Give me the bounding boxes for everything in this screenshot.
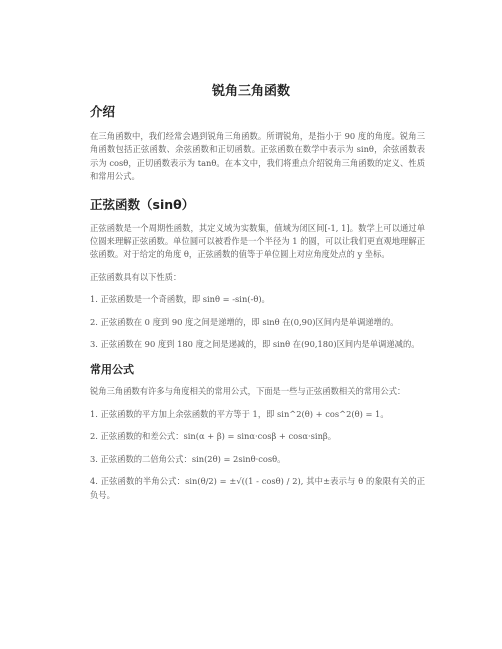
section-heading-formulas: 常用公式 <box>90 363 134 377</box>
document-title: 锐角三角函数 <box>211 84 290 99</box>
sine-property-item: 3. 正弦函数在 90 度到 180 度之间是递减的，即 sinθ 在(90,180)区间内是单调递减的。 <box>90 339 420 350</box>
intro-paragraph: 在三角函数中，我们经常会遇到锐角三角函数。所谓锐角，是指小于 90 度的角度。锐角三角函数包括正弦函数、余弦函数和正切函数。正弦函数在数学中表示为 sinθ，余弦函数表示为 cosθ，正切函数表示为 tanθ。在本文中，我们将重点介绍锐角三角函数的定义、性质和常用公式。 <box>90 131 425 182</box>
formula-item: 4. 正弦函数的半角公式：sin(θ/2) = ±√((1 - cosθ) / 2), 其中±表示与 θ 的象限有关的正负号。 <box>90 476 425 500</box>
sine-property-item: 2. 正弦函数在 0 度到 90 度之间是递增的，即 sinθ 在(0,90)区间内是单调递增的。 <box>90 316 399 327</box>
sine-property-item: 1. 正弦函数是一个奇函数，即 sinθ = -sin(-θ)。 <box>90 294 270 305</box>
section-heading-sine: 正弦函数（sinθ） <box>90 196 195 212</box>
sine-properties-intro: 正弦函数具有以下性质： <box>90 271 182 282</box>
formulas-intro-paragraph: 锐角三角函数有许多与角度相关的常用公式，下面是一些与正弦函数相关的常用公式： <box>90 386 406 397</box>
formula-item: 1. 正弦函数的平方加上余弦函数的平方等于 1，即 sin^2(θ) + cos^2(θ) = 1。 <box>90 408 389 419</box>
sine-definition-paragraph: 正弦函数是一个周期性函数，其定义域为实数集，值域为闭区间[-1, 1]。数学上可以通过单位圆来理解正弦函数。单位圆可以被看作是一个半径为 1 的圆，可以让我们更直观地理解正弦函数。对于给定的角度 θ，正弦函数的值等于单位圆上对应角度处点的 y 坐标。 <box>90 222 425 260</box>
formula-item: 3. 正弦函数的二倍角公式：sin(2θ) = 2sinθ·cosθ。 <box>90 453 286 464</box>
formula-item: 2. 正弦函数的和差公式：sin(α + β) = sinα·cosβ + cosα·sinβ。 <box>90 431 337 442</box>
section-heading-intro: 介绍 <box>90 104 116 119</box>
document-body <box>90 100 425 511</box>
